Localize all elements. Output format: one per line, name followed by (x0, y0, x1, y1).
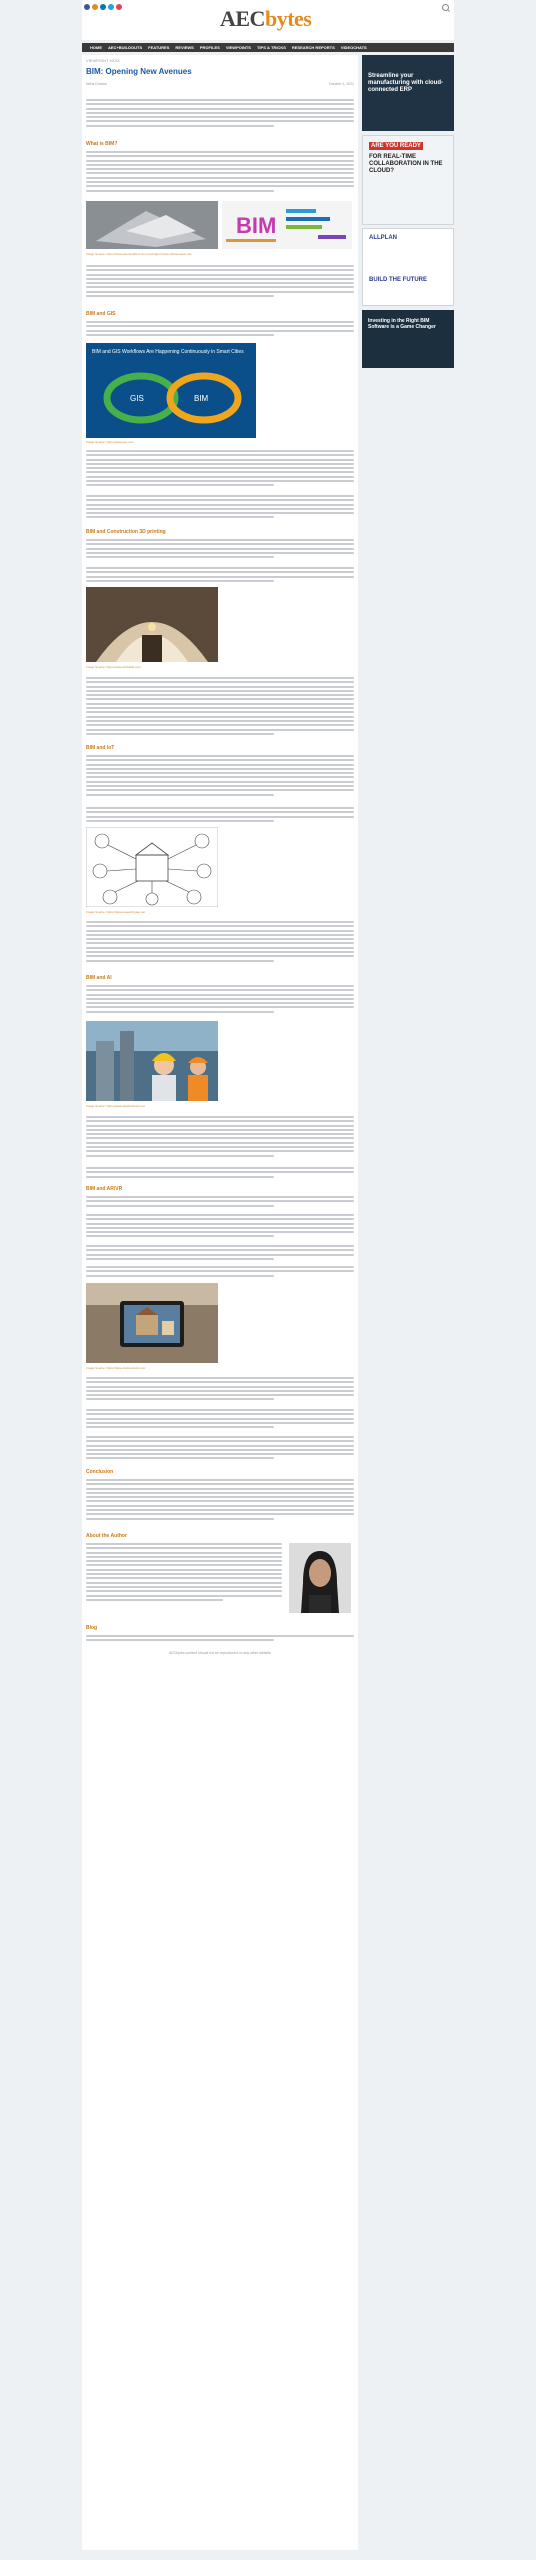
text-line (86, 755, 354, 757)
text-line (86, 484, 274, 486)
text-line (86, 508, 354, 510)
text-line (86, 116, 354, 118)
text-line (86, 99, 354, 101)
text-line (86, 467, 354, 469)
text-line (86, 1266, 354, 1268)
text-line (86, 960, 274, 962)
gis-paragraph-2 (86, 450, 354, 489)
text-line (86, 291, 354, 293)
text-line (86, 450, 354, 452)
text-line (86, 330, 354, 332)
text-line (86, 282, 354, 284)
text-line (86, 942, 354, 944)
text-line (86, 1582, 282, 1584)
text-line (86, 1413, 354, 1415)
text-line (86, 103, 354, 105)
text-line (86, 1006, 354, 1008)
text-line (86, 720, 354, 722)
text-line (86, 724, 354, 726)
nav-item[interactable]: HOME (90, 45, 102, 50)
text-line (86, 454, 354, 456)
text-line (86, 1116, 354, 1118)
text-line (86, 576, 354, 578)
section-heading-ai: BIM and AI (86, 975, 112, 981)
text-line (86, 325, 354, 327)
search-icon[interactable] (442, 4, 449, 11)
section-heading-gis: BIM and GIS (86, 311, 116, 317)
gis-image-caption: Image Source: https://www.esri.com (86, 440, 134, 444)
text-line (86, 164, 354, 166)
bim-cloud-word: BIM (236, 213, 277, 238)
logo-accent: bytes (264, 6, 312, 31)
text-line (86, 1457, 274, 1459)
ad-collab-text: FOR REAL-TIME COLLABORATION IN THE CLOUD? (369, 154, 443, 174)
text-line (86, 1509, 354, 1511)
text-line (86, 1125, 354, 1127)
bim-label: BIM (194, 394, 209, 403)
print-paragraph-2 (86, 567, 354, 584)
text-line (86, 567, 354, 569)
date: October 1, 2021 (328, 82, 354, 86)
facebook-icon[interactable] (84, 4, 90, 10)
section-heading-arvr: BIM and AR/VR (86, 1186, 123, 1192)
text-line (86, 989, 354, 991)
ad-allplan-brand: ALLPLAN (369, 235, 397, 241)
ad-erp[interactable] (362, 55, 454, 131)
text-line (86, 1635, 354, 1637)
page-title: BIM: Opening New Avenues (86, 67, 192, 76)
text-line (86, 764, 354, 766)
text-line (86, 1002, 354, 1004)
arvr-paragraph-6 (86, 1409, 354, 1430)
iot-paragraph-2 (86, 807, 354, 824)
text-line (86, 1518, 274, 1520)
bim-image-caption: Image Source: https://www.sciencedirect.com and https://www.shutterstock.com (86, 252, 193, 256)
text-line (86, 690, 354, 692)
text-line (86, 707, 354, 709)
text-line (86, 181, 354, 183)
text-line (86, 1254, 354, 1256)
text-line (86, 1492, 354, 1494)
text-line (86, 1547, 282, 1549)
ai-paragraph (86, 985, 354, 1015)
text-line (86, 1137, 354, 1139)
text-line (86, 1377, 354, 1379)
text-line (86, 1381, 354, 1383)
text-line (86, 539, 354, 541)
text-line (86, 177, 354, 179)
text-line (86, 776, 354, 778)
social-icons (84, 4, 122, 10)
text-line (86, 1200, 354, 1202)
nav-item[interactable]: AEC+BUILDOUTS (108, 45, 143, 50)
text-line (86, 151, 354, 153)
text-line (86, 998, 354, 1000)
text-line (86, 1453, 354, 1455)
instagram-icon[interactable] (116, 4, 122, 10)
nav-item[interactable]: VIEWPOINTS (225, 45, 251, 50)
text-line (86, 1171, 354, 1173)
text-line (86, 1275, 274, 1277)
section-heading-author: About the Author (86, 1533, 127, 1539)
text-line (86, 1590, 282, 1592)
text-line (86, 1398, 274, 1400)
text-line (86, 552, 354, 554)
text-line (86, 925, 354, 927)
text-line (86, 286, 354, 288)
text-line (86, 1479, 354, 1481)
text-line (86, 716, 354, 718)
text-line (86, 463, 354, 465)
ai-engineers-image (86, 1021, 218, 1101)
footer-note: AECbytes content should not be reproduced on any other website (169, 1651, 271, 1655)
iot-diagram (86, 827, 218, 907)
text-line (86, 1120, 354, 1122)
text-line (86, 556, 274, 558)
text-line (86, 1543, 282, 1545)
text-line (86, 951, 354, 953)
text-line (86, 512, 354, 514)
text-line (86, 172, 354, 174)
text-line (86, 1449, 354, 1451)
text-line (86, 160, 354, 162)
text-line (86, 1422, 354, 1424)
ai-paragraph-2 (86, 1116, 354, 1159)
arvr-paragraph-2 (86, 1214, 354, 1240)
text-line (86, 807, 354, 809)
text-line (86, 772, 354, 774)
text-line (86, 1556, 282, 1558)
text-line (86, 1496, 354, 1498)
text-line (86, 934, 354, 936)
article-column (82, 55, 358, 2550)
text-line (86, 789, 354, 791)
text-line (86, 543, 354, 545)
iot-paragraph (86, 755, 354, 798)
text-line (86, 816, 354, 818)
text-line (86, 781, 354, 783)
arvr-paragraph-4 (86, 1266, 354, 1279)
text-line (86, 1560, 282, 1562)
print-paragraph (86, 539, 354, 560)
nav-item[interactable]: REVIEWS (175, 45, 194, 50)
text-line (86, 155, 354, 157)
text-line (86, 1569, 282, 1571)
text-line (86, 1440, 354, 1442)
print-image-caption: Image Source: https://www.archdaily.com (86, 665, 141, 669)
arvr-paragraph-5 (86, 1377, 354, 1403)
nav-item[interactable]: RESEARCH REPORTS (291, 45, 335, 50)
gis-paragraph (86, 321, 354, 338)
text-line (86, 1218, 354, 1220)
text-line (86, 516, 274, 518)
text-line (86, 1500, 354, 1502)
text-line (86, 108, 354, 110)
text-line (86, 1227, 354, 1229)
text-line (86, 794, 274, 796)
section-heading-iot: BIM and IoT (86, 745, 115, 751)
text-line (86, 1577, 282, 1579)
gis-paragraph-3 (86, 495, 354, 521)
text-line (86, 1418, 354, 1420)
main-nav (82, 43, 454, 52)
ad-collaboration[interactable] (362, 135, 454, 225)
ad-allplan[interactable] (362, 228, 454, 306)
text-line (86, 168, 354, 170)
text-line (86, 476, 354, 478)
linkedin-icon[interactable] (100, 4, 106, 10)
text-line (86, 1270, 354, 1272)
arvr-paragraph-3 (86, 1245, 354, 1262)
arvr-paragraph-7 (86, 1436, 354, 1462)
conclusion-paragraph (86, 1479, 354, 1522)
text-line (86, 1488, 354, 1490)
text-line (86, 703, 354, 705)
text-line (86, 985, 354, 987)
text-line (86, 185, 354, 187)
iot-image-caption: Image Source: https://www.researchgate.net (86, 910, 146, 914)
text-line (86, 1505, 354, 1507)
text-line (86, 1011, 274, 1013)
text-line (86, 1436, 354, 1438)
text-line (86, 1426, 274, 1428)
text-line (86, 694, 354, 696)
print-paragraph-3 (86, 677, 354, 737)
breadcrumb[interactable]: VIEWPOINT #XXX (86, 58, 120, 63)
arvr-paragraph (86, 1196, 354, 1209)
text-line (86, 733, 274, 735)
text-line (86, 295, 274, 297)
text-line (86, 729, 354, 731)
ad-erp-text: Streamline your manufacturing with cloud-connected ERP (368, 73, 443, 93)
text-line (86, 504, 354, 506)
nav-item[interactable]: TIPS & TRICKS (256, 45, 286, 50)
twitter-icon[interactable] (108, 4, 114, 10)
text-line (86, 1445, 354, 1447)
text-line (86, 274, 354, 276)
text-line (86, 1223, 354, 1225)
text-line (86, 1639, 274, 1641)
text-line (86, 1176, 274, 1178)
ai-paragraph-3 (86, 1167, 354, 1180)
text-line (86, 1409, 354, 1411)
text-line (86, 459, 354, 461)
text-line (86, 1258, 274, 1260)
intro-paragraph (86, 99, 354, 129)
text-line (86, 112, 354, 114)
blog-paragraph (86, 1635, 354, 1644)
text-line (86, 677, 354, 679)
text-line (86, 785, 354, 787)
text-line (86, 1146, 354, 1148)
3d-printed-house-image (86, 587, 218, 662)
text-line (86, 321, 354, 323)
text-line (86, 1245, 354, 1247)
text-line (86, 1235, 274, 1237)
text-line (86, 495, 354, 497)
ad-bim-text: Investing in the Right BIM Software is a Game Changer (368, 318, 436, 330)
author-portrait (289, 1543, 351, 1613)
section-heading-3dprint: BIM and Construction 3D printing (86, 529, 166, 535)
gis-figure-title: BIM and GIS Workflows Are Happening Continuously in Smart Cities (92, 349, 244, 355)
bim-images (86, 201, 352, 249)
nav-item[interactable]: VIDEOCHATS (340, 45, 367, 50)
text-line (86, 681, 354, 683)
section-heading-conclusion: Conclusion (86, 1469, 114, 1475)
author-paragraph (86, 1543, 282, 1603)
text-line (86, 571, 354, 573)
text-line (86, 711, 354, 713)
rss-icon[interactable] (92, 4, 98, 10)
text-line (86, 1483, 354, 1485)
author-photo (289, 1543, 351, 1613)
text-line (86, 269, 354, 271)
ad-collab-head: ARE YOU READY (371, 143, 421, 149)
section-heading-blog: Blog (86, 1625, 98, 1631)
text-line (86, 1167, 354, 1169)
text-line (86, 1231, 354, 1233)
text-line (86, 768, 354, 770)
text-line (86, 1150, 354, 1152)
text-line (86, 1205, 274, 1207)
text-line (86, 686, 354, 688)
text-line (86, 1586, 282, 1588)
text-line (86, 125, 274, 127)
text-line (86, 1196, 354, 1198)
nav-item[interactable]: FEATURES (148, 45, 170, 50)
text-line (86, 1599, 223, 1601)
text-line (86, 334, 274, 336)
text-line (86, 1552, 282, 1554)
text-line (86, 811, 354, 813)
author-line: Neha Doreah (86, 82, 107, 86)
text-line (86, 499, 354, 501)
text-line (86, 471, 354, 473)
ad-bim-software[interactable] (362, 310, 454, 368)
text-line (86, 1214, 354, 1216)
text-line (86, 994, 354, 996)
text-line (86, 1564, 282, 1566)
text-line (86, 1142, 354, 1144)
iot-paragraph-3 (86, 921, 354, 964)
text-line (86, 1155, 274, 1157)
text-line (86, 1513, 354, 1515)
site-logo[interactable] (220, 6, 311, 32)
text-line (86, 921, 354, 923)
text-line (86, 1390, 354, 1392)
text-line (86, 1249, 354, 1251)
what-paragraph-2 (86, 265, 354, 299)
text-line (86, 278, 354, 280)
text-line (86, 548, 354, 550)
ad-allplan-text: BUILD THE FUTURE (369, 277, 427, 283)
text-line (86, 1595, 282, 1597)
ar-tablet-image (86, 1283, 218, 1363)
text-line (86, 938, 354, 940)
text-line (86, 1129, 354, 1131)
gis-bim-diagram (86, 343, 256, 438)
text-line (86, 480, 354, 482)
text-line (86, 1133, 354, 1135)
text-line (86, 947, 354, 949)
text-line (86, 955, 354, 957)
text-line (86, 265, 354, 267)
ar-image-caption: Image Source: https://www.shutterstock.com (86, 1366, 146, 1370)
text-line (86, 120, 354, 122)
text-line (86, 698, 354, 700)
ai-image-caption: Image Source: https://www.shutterstock.com (86, 1104, 146, 1108)
text-line (86, 820, 274, 822)
text-line (86, 1386, 354, 1388)
what-paragraph (86, 151, 354, 194)
gis-label: GIS (130, 394, 144, 403)
logo-main: AEC (220, 6, 265, 31)
text-line (86, 930, 354, 932)
text-line (86, 1394, 354, 1396)
nav-item[interactable]: PROFILES (199, 45, 220, 50)
text-line (86, 759, 354, 761)
section-heading-what: What is BIM? (86, 141, 118, 147)
text-line (86, 580, 274, 582)
text-line (86, 1573, 282, 1575)
text-line (86, 190, 274, 192)
